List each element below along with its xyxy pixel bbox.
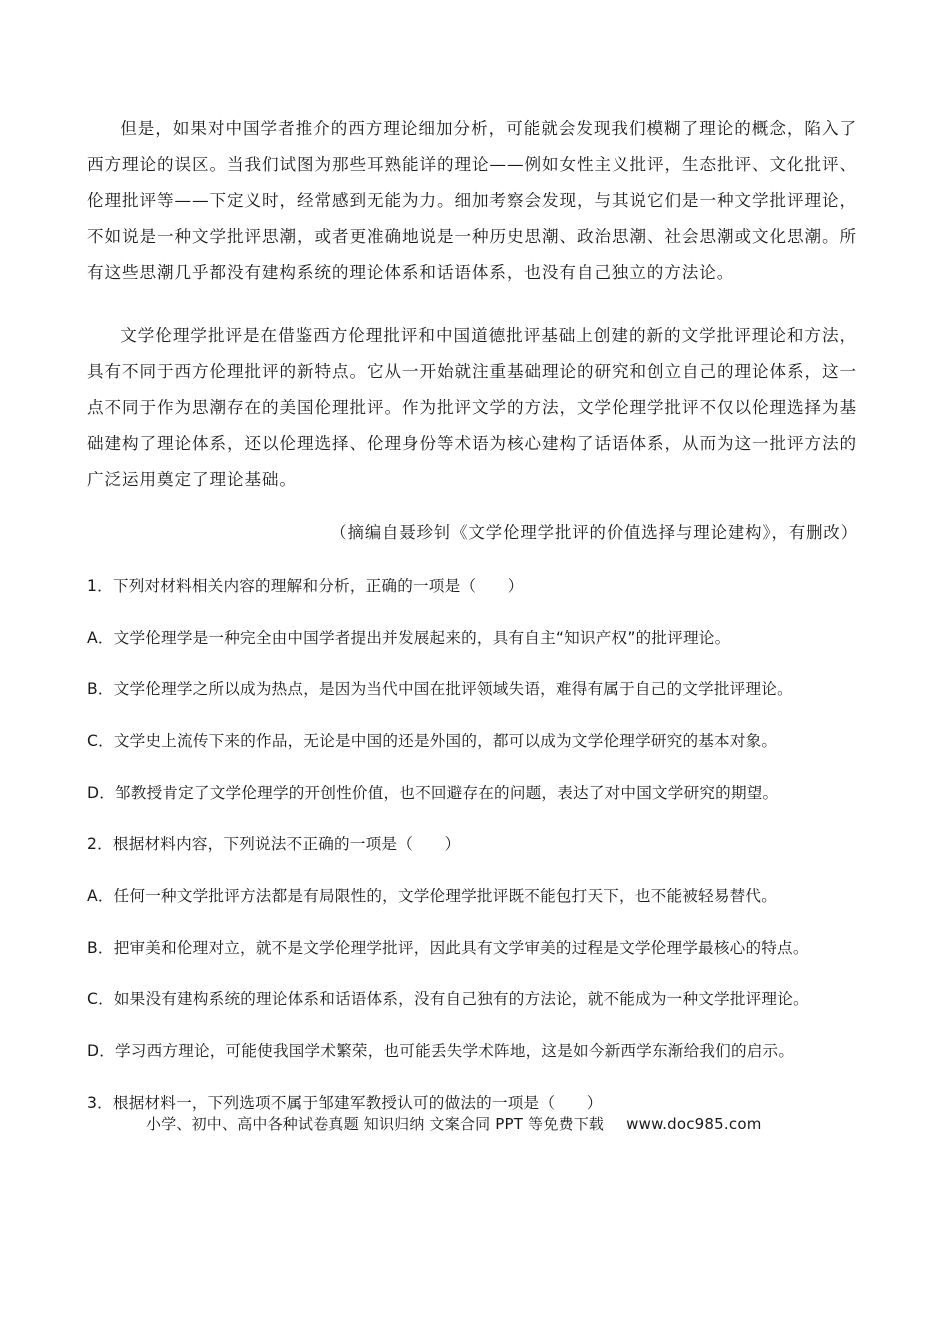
question-1-option-c: C．文学史上流传下来的作品，无论是中国的还是外国的，都可以成为文学伦理学研究的基本对象。 [87, 732, 778, 750]
question-3-stem: 3．根据材料一，下列选项不属于邹建军教授认可的做法的一项是（ ） [87, 1094, 603, 1112]
question-2-option-c: C．如果没有建构系统的理论体系和话语体系，没有自己独有的方法论，就不能成为一种文学批评理论。 [87, 990, 809, 1008]
passage-paragraph-1: 但是，如果对中国学者推介的西方理论细加分析，可能就会发现我们模糊了理论的概念，陷入了西方理论的误区。当我们试图为那些耳熟能详的理论——例如女性主义批评，生态批评、文化批评、伦理批评等——下定义时，经常感到无能为力。细加考察会发现，与其说它们是一种文学批评理论，不如说是一种文学批评思潮，或者更准确地说是一种历史思潮、政治思潮、社会思潮或文化思潮。所有这些思潮几乎都没有建构系统的理论体系和话语体系，也没有自己独立的方法论。 [87, 119, 857, 282]
footer-text: 小学、初中、高中各种试卷真题 知识归纳 文案合同 PPT 等免费下载 [146, 1115, 605, 1133]
question-2-option-d: D．学习西方理论，可能使我国学术繁荣，也可能丢失学术阵地，这是如今新西学东渐给我们的启示。 [87, 1042, 795, 1060]
footer-site-link[interactable]: www.doc985.com [626, 1115, 762, 1133]
question-2-option-a: A．任何一种文学批评方法都是有局限性的，文学伦理学批评既不能包打天下，也不能被轻易替代。 [87, 887, 777, 905]
question-1-option-b: B．文学伦理学之所以成为热点，是因为当代中国在批评领域失语，难得有属于自己的文学批评理论。 [87, 680, 793, 698]
passage-source: （摘编自聂珍钊《文学伦理学批评的价值选择与理论建构》，有删改） [330, 523, 858, 542]
question-1-stem: 1．下列对材料相关内容的理解和分析，正确的一项是（ ） [87, 577, 524, 595]
question-1-option-d: D．邹教授肯定了文学伦理学的开创性价值，也不回避存在的问题，表达了对中国文学研究的期望。 [87, 784, 779, 802]
question-1-option-a: A．文学伦理学是一种完全由中国学者提出并发展起来的，具有自主“知识产权”的批评理论。 [87, 629, 731, 647]
page-footer [146, 1113, 762, 1134]
question-2-stem: 2．根据材料内容，下列说法不正确的一项是（ ） [87, 835, 461, 853]
passage-paragraph-2: 文学伦理学批评是在借鉴西方伦理批评和中国道德批评基础上创建的新的文学批评理论和方法，具有不同于西方伦理批评的新特点。它从一开始就注重基础理论的研究和创立自己的理论体系，这一点不同于作为思潮存在的美国伦理批评。作为批评文学的方法，文学伦理学批评不仅以伦理选择为基础建构了理论体系，还以伦理选择、伦理身份等术语为核心建构了话语体系，从而为这一批评方法的广泛运用奠定了理论基础。 [87, 326, 857, 489]
question-2-option-b: B．把审美和伦理对立，就不是文学伦理学批评，因此具有文学审美的过程是文学伦理学最核心的特点。 [87, 939, 809, 957]
